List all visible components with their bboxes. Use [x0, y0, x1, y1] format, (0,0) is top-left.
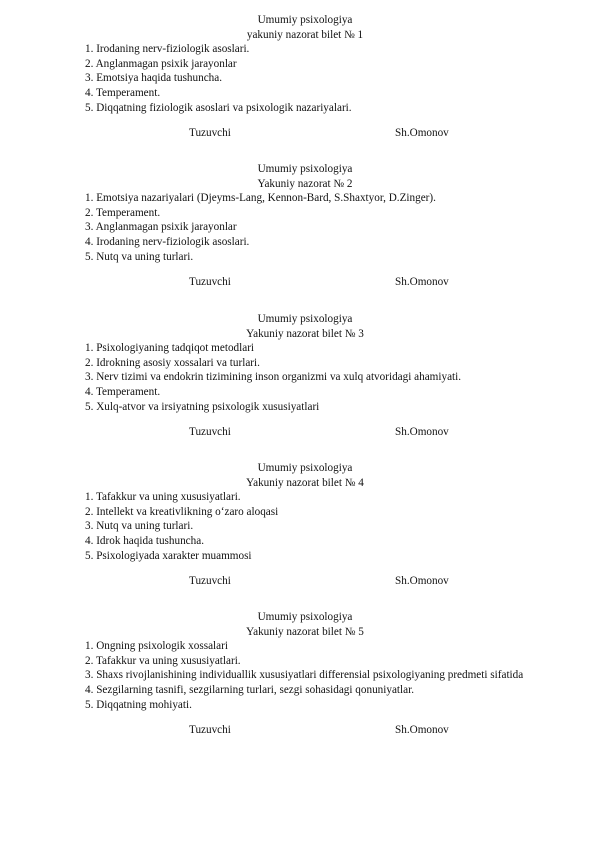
subject-title: Umumiy psixologiya: [257, 14, 353, 26]
question-item: 4. Irodaning nerv-fiziologik asoslari.: [85, 235, 250, 248]
signature-line: [85, 425, 525, 440]
question-item: 5. Nutq va uning turlari.: [85, 250, 194, 263]
question-list: [85, 490, 525, 563]
question-item: 4. Temperament.: [85, 385, 161, 398]
question-item: 4. Idrok haqida tushuncha.: [85, 534, 204, 547]
signature-line: [85, 574, 525, 589]
bilet-3: [85, 312, 525, 440]
author-role: Tuzuvchi: [189, 127, 231, 140]
question-item: 1. Psixologiyaning tadqiqot metodlari: [85, 342, 255, 355]
bilet-heading: Yakuniy nazorat bilet № 3: [246, 327, 364, 340]
question-item: 4. Temperament.: [85, 86, 161, 99]
subject-title: Umumiy psixologiya: [257, 611, 353, 623]
question-item: 5. Psixologiyada xarakter muammosi: [85, 549, 252, 562]
bilet-heading: Yakuniy nazorat № 2: [257, 177, 353, 190]
question-item: 5. Xulq-atvor va irsiyatning psixologik xususiyatlari: [85, 400, 320, 413]
author-name: Sh.Omonov: [395, 575, 449, 588]
author-role: Tuzuvchi: [189, 276, 231, 289]
question-item: 3. Nutq va uning turlari.: [85, 520, 194, 533]
question-item: 4. Sezgilarning tasnifi, sezgilarning turlari, sezgi sohasidagi qonuniyatlar.: [85, 683, 415, 696]
question-list: [85, 341, 525, 414]
author-name: Sh.Omonov: [395, 724, 449, 737]
subject-title: Umumiy psixologiya: [257, 163, 353, 175]
question-item: 3. Nerv tizimi va endokrin tizimining inson organizmi va xulq atvoridagi ahamiyati.: [85, 371, 462, 384]
question-item: 2. Intellekt va kreativlikning o‘zaro aloqasi: [85, 505, 279, 518]
question-item: 3. Shaxs rivojlanishining individuallik xususiyatlari differensial psixologiyaning predmeti sifatida: [85, 669, 524, 682]
question-list: [85, 191, 525, 264]
author-name: Sh.Omonov: [395, 127, 449, 140]
author-role: Tuzuvchi: [189, 426, 231, 439]
question-item: 5. Diqqatning mohiyati.: [85, 698, 192, 711]
author-role: Tuzuvchi: [189, 724, 231, 737]
bilet-4: [85, 461, 525, 589]
bilet-1: [85, 13, 525, 141]
question-list: [85, 42, 525, 115]
bilet-heading: yakuniy nazorat bilet № 1: [246, 28, 364, 41]
question-list: [85, 639, 525, 712]
question-item: 3. Emotsiya haqida tushuncha.: [85, 72, 223, 85]
question-item: 5. Diqqatning fiziologik asoslari va psixologik nazariyalari.: [85, 101, 352, 114]
question-item: 2. Temperament.: [85, 206, 161, 219]
author-name: Sh.Omonov: [395, 426, 449, 439]
question-item: 1. Irodaning nerv-fiziologik asoslari.: [85, 43, 250, 56]
signature-line: [85, 275, 525, 290]
subject-title: Umumiy psixologiya: [257, 462, 353, 474]
question-item: 3. Anglanmagan psixik jarayonlar: [85, 221, 237, 234]
author-name: Sh.Omonov: [395, 276, 449, 289]
question-item: 2. Anglanmagan psixik jarayonlar: [85, 57, 237, 70]
subject-title: Umumiy psixologiya: [257, 313, 353, 325]
question-item: 1. Emotsiya nazariyalari (Djeyms-Lang, Kennon-Bard, S.Shaxtyor, D.Zinger).: [85, 192, 436, 205]
question-item: 1. Ongning psixologik xossalari: [85, 640, 228, 653]
bilet-heading: Yakuniy nazorat bilet № 4: [246, 476, 364, 489]
question-item: 2. Idrokning asosiy xossalari va turlari.: [85, 356, 260, 369]
question-item: 1. Tafakkur va uning xususiyatlari.: [85, 491, 241, 504]
bilet-5: [85, 610, 525, 738]
question-item: 2. Tafakkur va uning xususiyatlari.: [85, 654, 241, 667]
bilet-2: [85, 162, 525, 290]
signature-line: [85, 723, 525, 738]
bilet-heading: Yakuniy nazorat bilet № 5: [246, 625, 364, 638]
author-role: Tuzuvchi: [189, 575, 231, 588]
signature-line: [85, 126, 525, 141]
